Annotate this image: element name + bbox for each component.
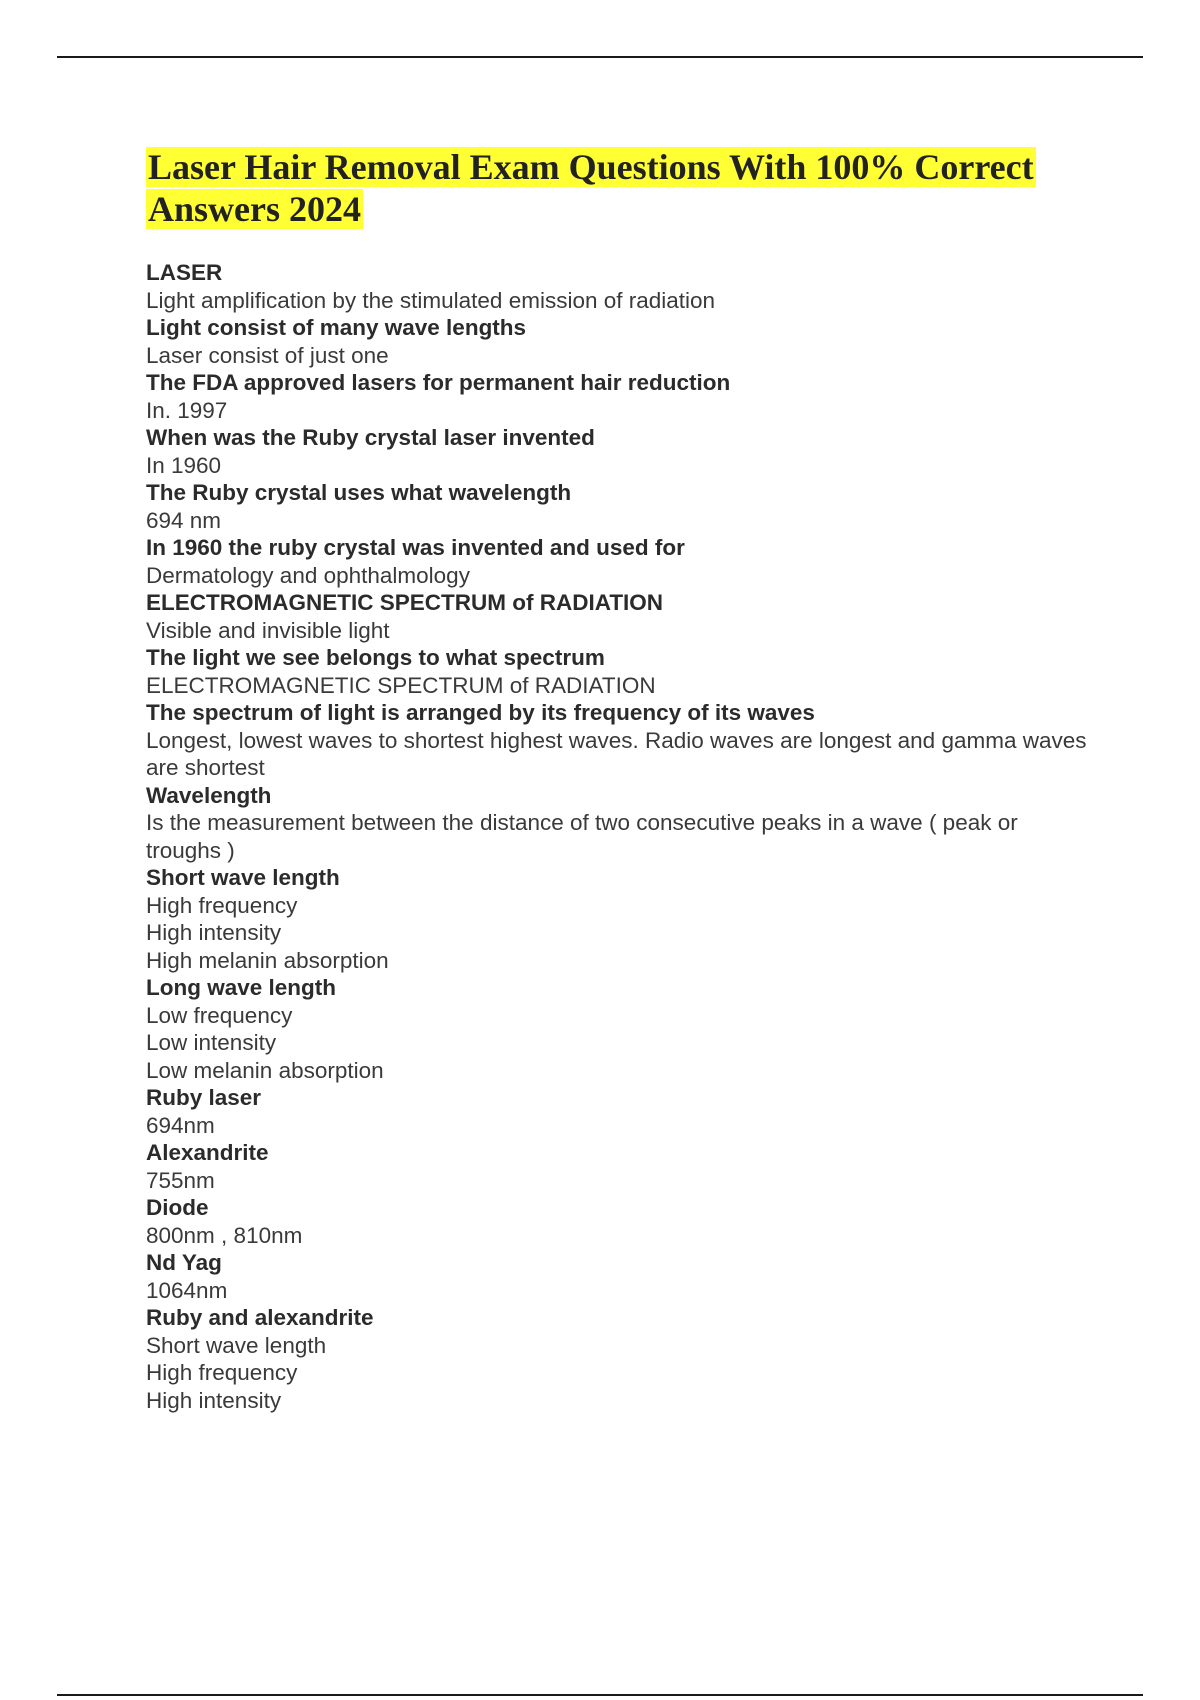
question-text: Diode [146,1195,209,1220]
answer-text: Low frequency [146,1002,293,1028]
answer-text: High frequency [146,892,298,918]
qa-list [146,259,1091,1414]
question-text: Light consist of many wave lengths [146,315,527,340]
question-text: Wavelength [146,782,272,808]
question-text: LASER [146,260,223,285]
qa-item [146,259,1091,314]
qa-item [146,424,1091,479]
answer-text: High intensity [146,1387,282,1413]
answer-text: ELECTROMAGNETIC SPECTRUM of RADIATION [146,672,656,698]
answer-text: Laser consist of just one [146,342,389,368]
answer-text: Short wave length [146,1332,327,1358]
answer-text: Longest, lowest waves to shortest highest waves. Radio waves are longest and gamma waves are shortest [146,727,1087,780]
qa-item [146,589,1091,644]
qa-item [146,369,1091,424]
answer-text: 1064nm [146,1277,228,1303]
answer-text: 800nm , 810nm [146,1222,303,1248]
question-text: Long wave length [146,975,337,1000]
qa-item [146,479,1091,534]
question-text: Short wave length [146,865,340,890]
question-text: Nd Yag [146,1250,222,1275]
qa-item [146,1084,1091,1139]
qa-item [146,974,1091,1084]
answer-text: In 1960 [146,452,222,478]
question-text: The Ruby crystal uses what wavelength [146,480,572,505]
answer-text: High melanin absorption [146,947,389,973]
question-text: The spectrum of light is arranged by its frequency of its waves [146,700,815,725]
top-rule [57,56,1143,58]
answer-text: Light amplification by the stimulated emission of radiation [146,287,716,313]
document-title [146,146,1086,230]
question-text: In 1960 the ruby crystal was invented and used for [146,535,685,560]
answer-text: High frequency [146,1360,298,1385]
question-text: The FDA approved lasers for permanent hair reduction [146,370,731,395]
answer-text: Is the measurement between the distance of two consecutive peaks in a wave ( peak or troughs ) [146,810,1018,863]
question-text: Ruby and alexandrite [146,1305,374,1330]
qa-item [146,314,1091,369]
answer-text: Visible and invisible light [146,617,390,643]
question-text: The light we see belongs to what spectrum [146,645,605,670]
answer-text: Low intensity [146,1030,277,1055]
answer-text: In. 1997 [146,397,228,423]
question-text: ELECTROMAGNETIC SPECTRUM of RADIATION [146,590,664,615]
answer-text: 755nm [146,1167,215,1193]
bottom-rule [57,1694,1143,1696]
qa-item [146,699,1091,782]
question-text: Alexandrite [146,1140,269,1165]
answer-text: 694 nm [146,507,222,533]
qa-item [146,1194,1091,1249]
answer-text: High intensity [146,920,282,945]
qa-item [146,534,1091,589]
question-text: Ruby laser [146,1085,262,1110]
title-highlight: Laser Hair Removal Exam Questions With 100% Correct Answers 2024 [148,147,1034,229]
qa-item [146,1304,1091,1414]
qa-item [146,1249,1091,1304]
qa-item [146,864,1091,974]
answer-text: 694nm [146,1112,215,1138]
qa-item [146,1139,1091,1194]
answer-text: Low melanin absorption [146,1057,384,1083]
answer-text: Dermatology and ophthalmology [146,562,470,588]
question-text: When was the Ruby crystal laser invented [146,425,595,450]
qa-item [146,782,1091,865]
qa-item [146,644,1091,699]
